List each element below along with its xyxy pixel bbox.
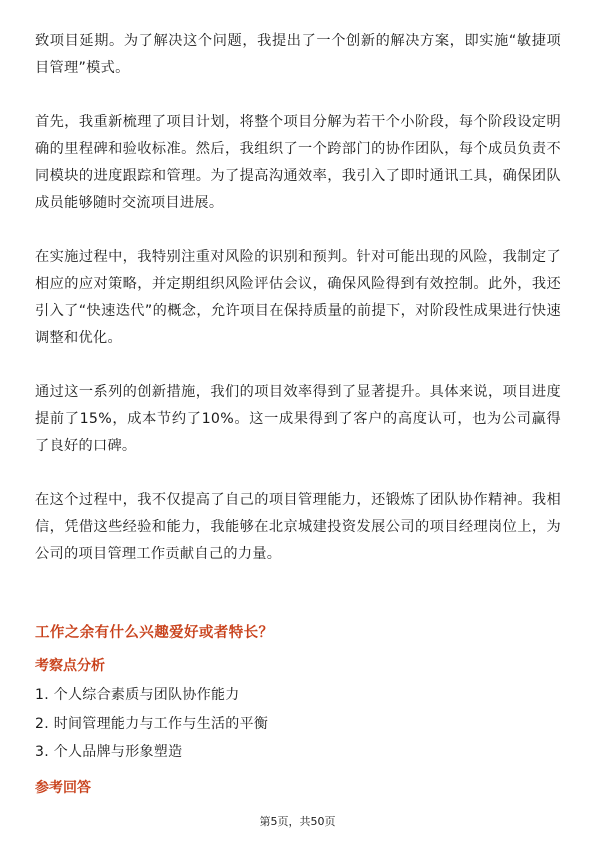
analysis-point: 3. 个人品牌与形象塑造 xyxy=(35,744,183,760)
analysis-point: 1. 个人综合素质与团队协作能力 xyxy=(35,687,240,703)
body-paragraph: 首先，我重新梳理了项目计划，将整个项目分解为若干个小阶段，每个阶段设定明确的里程碑和验收标准。然后，我组织了一个跨部门的协作团队，每个成员负责不同模块的进度跟踪和管理。为了提高沟通效率，我引入了即时通讯工具，确保团队成员能够随时交流项目进展。 xyxy=(35,114,561,211)
analysis-points-list xyxy=(35,681,268,767)
body-paragraph: 在实施过程中，我特别注重对风险的识别和预判。针对可能出现的风险，我制定了相应的应对策略，并定期组织风险评估会议，确保风险得到有效控制。此外，我还引入了“快速迭代”的概念，允许项目在保持质量的前提下，对阶段性成果进行快速调整和优化。 xyxy=(35,249,561,346)
body-paragraph: 致项目延期。为了解决这个问题，我提出了一个创新的解决方案，即实施“敏捷项目管理”模式。 xyxy=(35,33,561,76)
analysis-heading: 考察点分析 xyxy=(35,658,105,674)
page-number: 第5页，共50页 xyxy=(259,815,336,828)
body-paragraph: 通过这一系列的创新措施，我们的项目效率得到了显著提升。具体来说，项目进度提前了15%，成本节约了10%。这一成果得到了客户的高度认可，也为公司赢得了良好的口碑。 xyxy=(35,384,561,454)
analysis-point: 2. 时间管理能力与工作与生活的平衡 xyxy=(35,715,269,732)
reference-answer-heading: 参考回答 xyxy=(35,780,91,796)
question-title: 工作之余有什么兴趣爱好或者特长？ xyxy=(35,625,274,641)
body-paragraph: 在这个过程中，我不仅提高了自己的项目管理能力，还锻炼了团队协作精神。我相信，凭借这些经验和能力，我能够在北京城建投资发展公司的项目经理岗位上，为公司的项目管理工作贡献自己的力量。 xyxy=(35,492,561,562)
answer-body xyxy=(35,28,561,568)
